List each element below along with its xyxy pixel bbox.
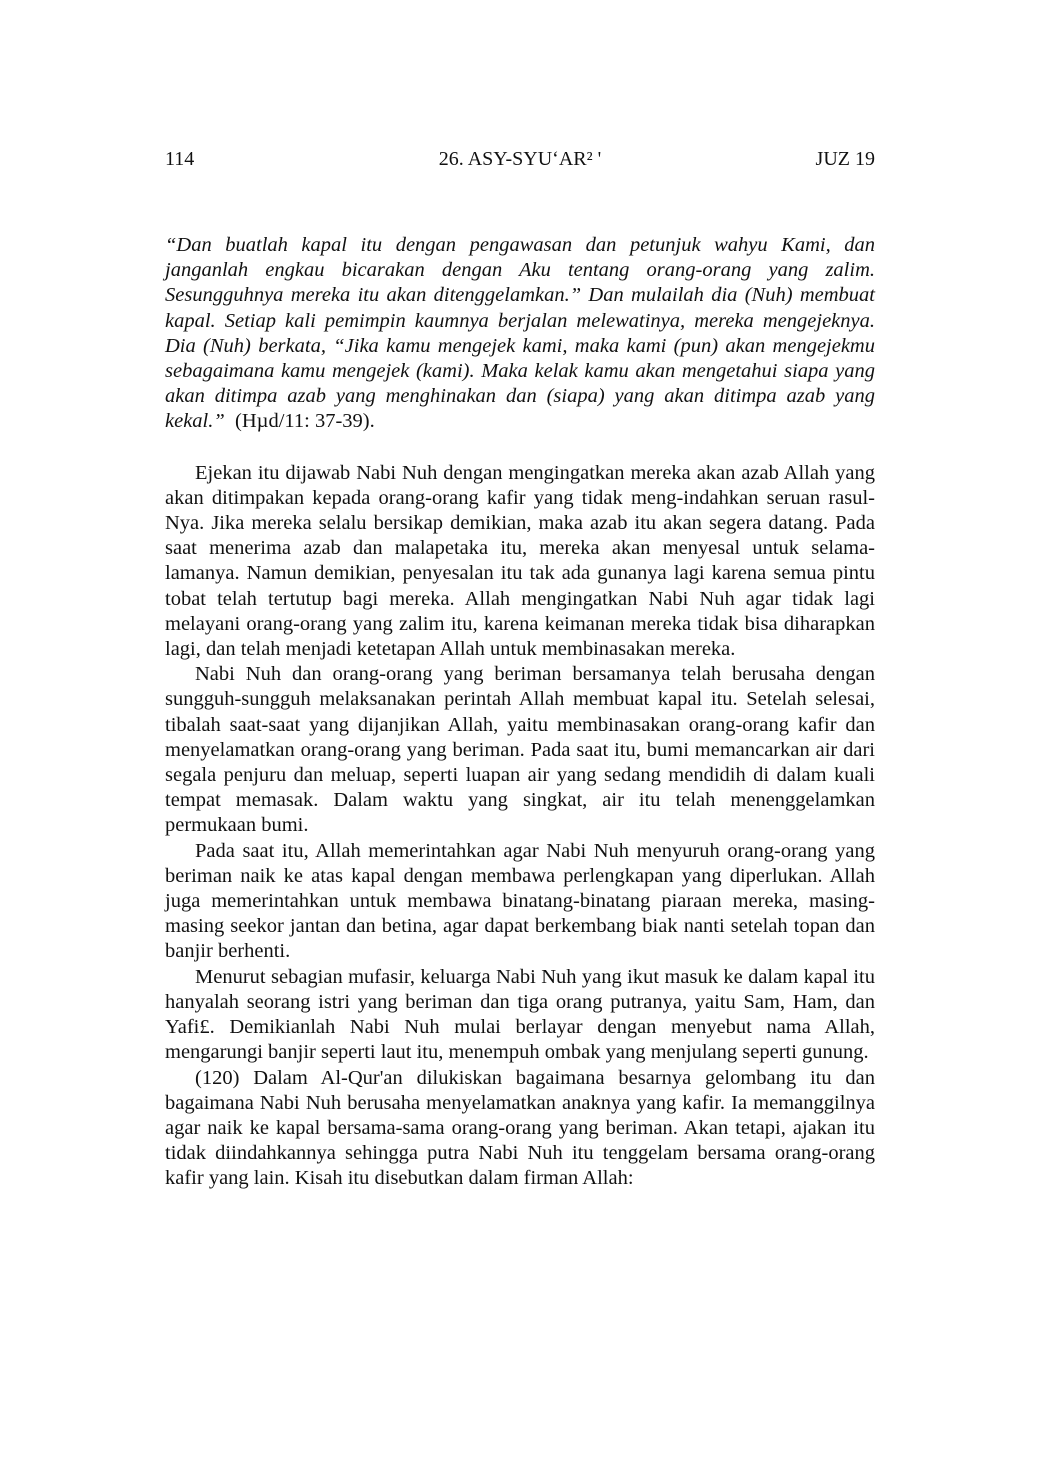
juz-label: JUZ 19: [815, 148, 875, 170]
paragraph: Nabi Nuh dan orang-orang yang beriman bersamanya telah berusaha dengan sungguh-sungguh melaksanakan perintah Allah membuat kapal itu. Setelah selesai, tibalah saat-saat yang dijanjikan Allah, yaitu membinasakan orang-orang kafir dan menyelamatkan orang-orang yang beriman. Pada saat itu, bumi memancarkan air dari segala penjuru dan meluap, seperti luapan air yang sedang mendidih di dalam kuali tempat memasak. Dalam waktu yang singkat, air itu telah menenggelamkan permukaan bumi.: [165, 663, 875, 837]
surah-title: 26. ASY-SYU‘AR² ': [438, 148, 602, 170]
paragraph: (120) Dalam Al-Qur'an dilukiskan bagaimana besarnya gelombang itu dan bagaimana Nabi Nuh berusaha menyelamatkan anaknya yang kafir. Ia memanggilnya agar naik ke kapal bersama-sama orang-orang yang beriman. Akan tetapi, ajakan itu tidak diindahkannya sehingga putra Nabi Nuh itu tenggelam bersama orang-orang kafir yang lain. Kisah itu disebutkan dalam firman Allah:: [165, 1066, 875, 1190]
paragraph: Menurut sebagian mufasir, keluarga Nabi Nuh yang ikut masuk ke dalam kapal itu hanyalah seorang istri yang beriman dan tiga orang putranya, yaitu Sam, Ham, dan Yafi£. Demikianlah Nabi Nuh mulai berlayar dengan menyebut nama Allah, mengarungi banjir seperti laut itu, menempuh ombak yang menjulang seperti gunung.: [165, 965, 875, 1064]
paragraph: Ejekan itu dijawab Nabi Nuh dengan mengingatkan mereka akan azab Allah yang akan ditimpakan kepada orang-orang kafir yang tidak meng-indahkan seruan rasul-Nya. Jika mereka selalu bersikap demikian, maka azab itu akan segera datang. Pada saat menerima azab dan malapetaka itu, mereka akan menyesal untuk selama-lamanya. Namun demikian, penyesalan itu tak ada gunanya lagi karena semua pintu tobat telah tertutup bagi mereka. Allah mengingatkan Nabi Nuh agar tidak lagi melayani orang-orang yang zalim itu, karena keimanan mereka tidak bisa diharapkan lagi, dan telah menjadi ketetapan Allah untuk membinasakan mereka.: [165, 461, 875, 661]
body-text: [165, 233, 875, 1192]
paragraph: Pada saat itu, Allah memerintahkan agar Nabi Nuh menyuruh orang-orang yang beriman naik ke atas kapal dengan membawa perlengkapan yang diperlukan. Allah juga memerintahkan untuk membawa binatang-binatang piaraan mereka, masing-masing seekor jantan dan betina, agar dapat berkembang biak nanti setelah topan dan banjir berhenti.: [165, 839, 875, 963]
quranic-quote: [165, 233, 875, 435]
running-header: [165, 145, 875, 173]
quote-reference: (Hµd/11: 37-39).: [235, 410, 375, 433]
page-number: 114: [165, 148, 195, 170]
quote-text: “Dan buatlah kapal itu dengan pengawasan dan petunjuk wahyu Kami, dan janganlah engkau bicarakan dengan Aku tentang orang-orang yang zalim. Sesungguhnya mereka itu akan ditenggelamkan.” Dan mulailah dia (Nuh) membuat kapal. Setiap kali pemimpin kaumnya berjalan melewatinya, mereka mengejeknya. Dia (Nuh) berkata, “Jika kamu mengejek kami, maka kami (pun) akan mengejekmu sebagaimana kamu mengejek (kami). Maka kelak kamu akan mengetahui siapa yang akan ditimpa azab yang menghinakan dan (siapa) yang akan ditimpa azab yang kekal.”: [165, 234, 875, 433]
